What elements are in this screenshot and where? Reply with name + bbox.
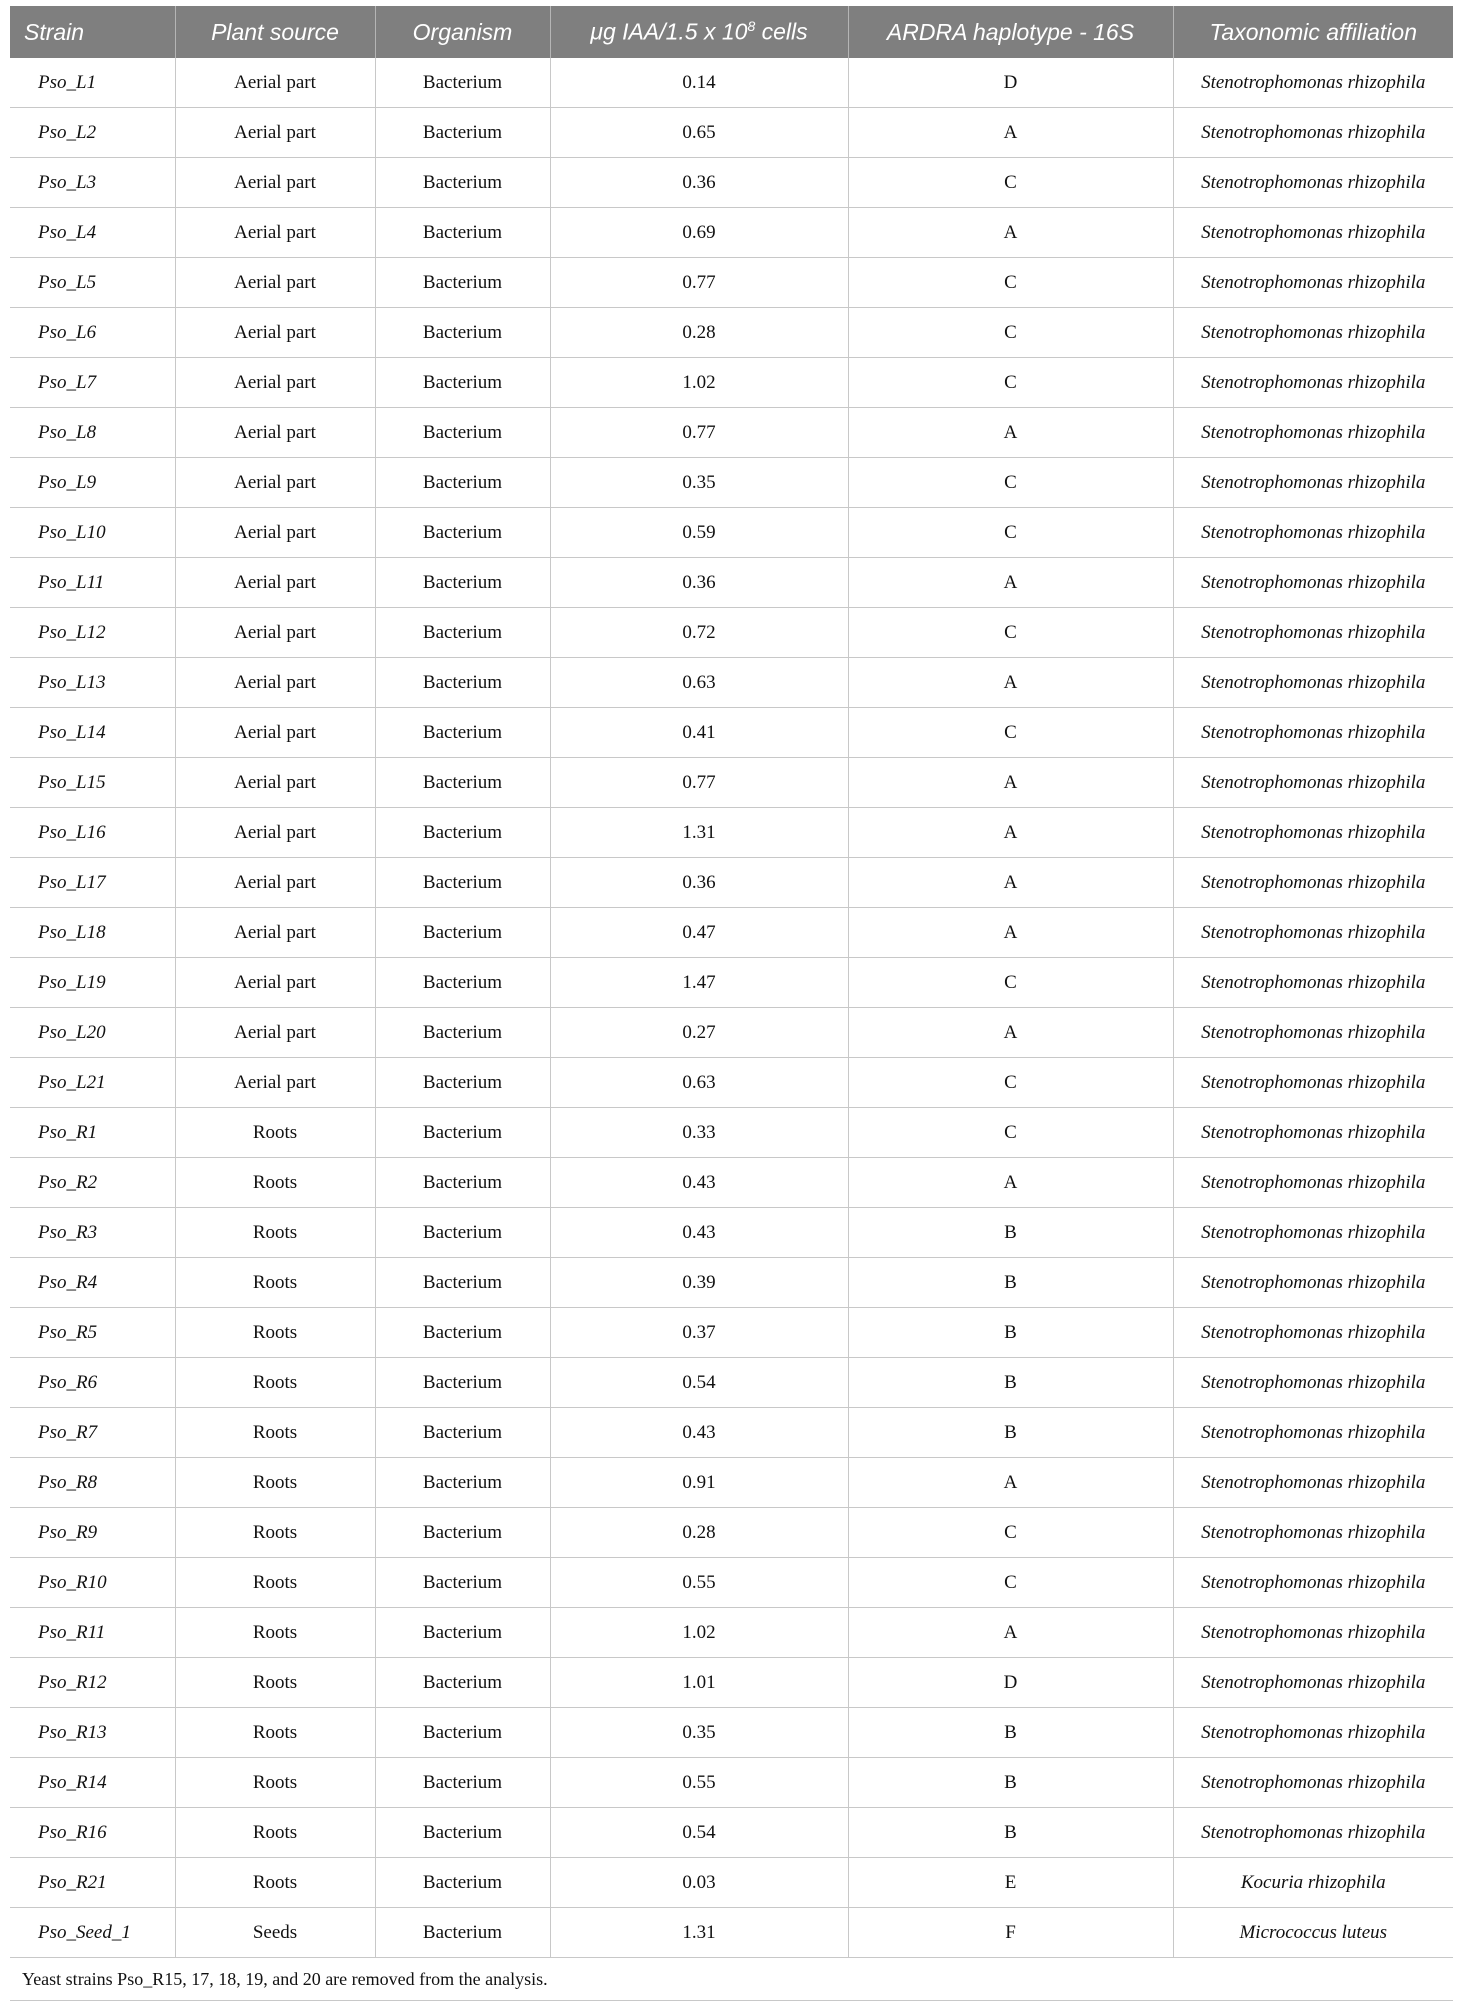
header-row: [10, 6, 1453, 58]
cell-iaa-value: 0.54: [550, 1358, 848, 1408]
cell-strain: Pso_R12: [10, 1658, 175, 1708]
cell-plant-source: Aerial part: [175, 308, 375, 358]
table-row: [10, 558, 1453, 608]
cell-ardra-haplotype: C: [848, 358, 1173, 408]
cell-ardra-haplotype: A: [848, 808, 1173, 858]
cell-plant-source: Aerial part: [175, 858, 375, 908]
cell-strain: Pso_L13: [10, 658, 175, 708]
cell-taxonomic-affiliation: Stenotrophomonas rhizophila: [1173, 108, 1453, 158]
cell-organism: Bacterium: [375, 1658, 550, 1708]
cell-iaa-value: 0.47: [550, 908, 848, 958]
cell-taxonomic-affiliation: Stenotrophomonas rhizophila: [1173, 758, 1453, 808]
cell-organism: Bacterium: [375, 1358, 550, 1408]
cell-ardra-haplotype: B: [848, 1308, 1173, 1358]
cell-organism: Bacterium: [375, 1908, 550, 1958]
cell-plant-source: Aerial part: [175, 1058, 375, 1108]
cell-ardra-haplotype: B: [848, 1758, 1173, 1808]
cell-plant-source: Aerial part: [175, 558, 375, 608]
cell-ardra-haplotype: A: [848, 658, 1173, 708]
cell-plant-source: Seeds: [175, 1908, 375, 1958]
cell-iaa-value: 0.14: [550, 58, 848, 108]
cell-iaa-value: 0.35: [550, 1708, 848, 1758]
table-row: [10, 908, 1453, 958]
cell-plant-source: Roots: [175, 1458, 375, 1508]
cell-strain: Pso_R7: [10, 1408, 175, 1458]
cell-strain: Pso_L8: [10, 408, 175, 458]
cell-taxonomic-affiliation: Stenotrophomonas rhizophila: [1173, 1758, 1453, 1808]
cell-ardra-haplotype: D: [848, 58, 1173, 108]
cell-organism: Bacterium: [375, 758, 550, 808]
cell-strain: Pso_L7: [10, 358, 175, 408]
table-row: [10, 1008, 1453, 1058]
cell-taxonomic-affiliation: Stenotrophomonas rhizophila: [1173, 58, 1453, 108]
cell-plant-source: Roots: [175, 1858, 375, 1908]
table-row: [10, 958, 1453, 1008]
cell-plant-source: Roots: [175, 1758, 375, 1808]
table-row: [10, 1708, 1453, 1758]
cell-strain: Pso_L18: [10, 908, 175, 958]
cell-strain: Pso_R2: [10, 1158, 175, 1208]
cell-taxonomic-affiliation: Stenotrophomonas rhizophila: [1173, 358, 1453, 408]
cell-strain: Pso_R16: [10, 1808, 175, 1858]
cell-organism: Bacterium: [375, 1708, 550, 1758]
cell-iaa-value: 0.28: [550, 1508, 848, 1558]
cell-ardra-haplotype: C: [848, 258, 1173, 308]
header-iaa: [550, 6, 848, 58]
header-plant-source: Plant source: [175, 6, 375, 58]
cell-organism: Bacterium: [375, 958, 550, 1008]
table-row: [10, 1508, 1453, 1558]
cell-strain: Pso_L4: [10, 208, 175, 258]
cell-taxonomic-affiliation: Stenotrophomonas rhizophila: [1173, 408, 1453, 458]
cell-plant-source: Aerial part: [175, 908, 375, 958]
cell-plant-source: Aerial part: [175, 658, 375, 708]
cell-ardra-haplotype: C: [848, 308, 1173, 358]
cell-strain: Pso_R11: [10, 1608, 175, 1658]
cell-organism: Bacterium: [375, 158, 550, 208]
cell-organism: Bacterium: [375, 358, 550, 408]
cell-iaa-value: 1.31: [550, 1908, 848, 1958]
cell-plant-source: Roots: [175, 1108, 375, 1158]
cell-iaa-value: 0.63: [550, 1058, 848, 1108]
cell-plant-source: Aerial part: [175, 708, 375, 758]
table-row: [10, 1808, 1453, 1858]
cell-iaa-value: 0.03: [550, 1858, 848, 1908]
table-row: [10, 1408, 1453, 1458]
cell-plant-source: Roots: [175, 1508, 375, 1558]
cell-organism: Bacterium: [375, 1058, 550, 1108]
cell-strain: Pso_L5: [10, 258, 175, 308]
cell-strain: Pso_R13: [10, 1708, 175, 1758]
cell-ardra-haplotype: B: [848, 1708, 1173, 1758]
cell-iaa-value: 0.39: [550, 1258, 848, 1308]
cell-organism: Bacterium: [375, 1108, 550, 1158]
cell-organism: Bacterium: [375, 508, 550, 558]
table-row: [10, 708, 1453, 758]
cell-plant-source: Roots: [175, 1308, 375, 1358]
cell-taxonomic-affiliation: Stenotrophomonas rhizophila: [1173, 1258, 1453, 1308]
cell-iaa-value: 1.02: [550, 1608, 848, 1658]
cell-taxonomic-affiliation: Stenotrophomonas rhizophila: [1173, 1058, 1453, 1108]
table-row: [10, 1158, 1453, 1208]
cell-organism: Bacterium: [375, 908, 550, 958]
table-row: [10, 608, 1453, 658]
cell-ardra-haplotype: A: [848, 1158, 1173, 1208]
table-row: [10, 1558, 1453, 1608]
table-row: [10, 1208, 1453, 1258]
cell-taxonomic-affiliation: Stenotrophomonas rhizophila: [1173, 508, 1453, 558]
cell-iaa-value: 0.33: [550, 1108, 848, 1158]
cell-iaa-value: 0.77: [550, 258, 848, 308]
cell-taxonomic-affiliation: Stenotrophomonas rhizophila: [1173, 808, 1453, 858]
cell-iaa-value: 0.54: [550, 1808, 848, 1858]
cell-iaa-value: 0.43: [550, 1208, 848, 1258]
cell-strain: Pso_R9: [10, 1508, 175, 1558]
cell-strain: Pso_R5: [10, 1308, 175, 1358]
cell-strain: Pso_L14: [10, 708, 175, 758]
cell-ardra-haplotype: A: [848, 1458, 1173, 1508]
table-row: [10, 1058, 1453, 1108]
cell-plant-source: Aerial part: [175, 358, 375, 408]
cell-organism: Bacterium: [375, 1008, 550, 1058]
table-row: [10, 1658, 1453, 1708]
cell-ardra-haplotype: C: [848, 158, 1173, 208]
cell-organism: Bacterium: [375, 458, 550, 508]
cell-plant-source: Aerial part: [175, 208, 375, 258]
cell-plant-source: Aerial part: [175, 58, 375, 108]
cell-ardra-haplotype: A: [848, 208, 1173, 258]
cell-ardra-haplotype: A: [848, 758, 1173, 808]
cell-taxonomic-affiliation: Stenotrophomonas rhizophila: [1173, 1508, 1453, 1558]
cell-iaa-value: 0.59: [550, 508, 848, 558]
table-row: [10, 58, 1453, 108]
cell-plant-source: Roots: [175, 1608, 375, 1658]
cell-strain: Pso_R4: [10, 1258, 175, 1308]
cell-organism: Bacterium: [375, 808, 550, 858]
table-row: [10, 1258, 1453, 1308]
cell-taxonomic-affiliation: Stenotrophomonas rhizophila: [1173, 458, 1453, 508]
cell-plant-source: Roots: [175, 1708, 375, 1758]
table-footnote: Yeast strains Pso_R15, 17, 18, 19, and 20 are removed from the analysis.: [10, 1958, 1453, 2001]
cell-organism: Bacterium: [375, 58, 550, 108]
cell-iaa-value: 0.37: [550, 1308, 848, 1358]
cell-organism: Bacterium: [375, 1458, 550, 1508]
cell-strain: Pso_L20: [10, 1008, 175, 1058]
cell-plant-source: Aerial part: [175, 808, 375, 858]
table-wrapper: [10, 6, 1453, 2001]
cell-organism: Bacterium: [375, 1508, 550, 1558]
cell-taxonomic-affiliation: Stenotrophomonas rhizophila: [1173, 1708, 1453, 1758]
cell-iaa-value: 0.65: [550, 108, 848, 158]
cell-iaa-value: 1.31: [550, 808, 848, 858]
cell-taxonomic-affiliation: Stenotrophomonas rhizophila: [1173, 258, 1453, 308]
cell-plant-source: Roots: [175, 1358, 375, 1408]
cell-iaa-value: 0.63: [550, 658, 848, 708]
table-row: [10, 108, 1453, 158]
cell-strain: Pso_R14: [10, 1758, 175, 1808]
cell-organism: Bacterium: [375, 1408, 550, 1458]
cell-organism: Bacterium: [375, 1158, 550, 1208]
cell-plant-source: Aerial part: [175, 108, 375, 158]
cell-iaa-value: 0.91: [550, 1458, 848, 1508]
cell-iaa-value: 0.36: [550, 858, 848, 908]
cell-organism: Bacterium: [375, 1808, 550, 1858]
cell-plant-source: Roots: [175, 1258, 375, 1308]
cell-ardra-haplotype: A: [848, 558, 1173, 608]
cell-iaa-value: 1.02: [550, 358, 848, 408]
cell-taxonomic-affiliation: Stenotrophomonas rhizophila: [1173, 1608, 1453, 1658]
table-row: [10, 1758, 1453, 1808]
footnote-row: [10, 1958, 1453, 2001]
cell-ardra-haplotype: B: [848, 1258, 1173, 1308]
cell-iaa-value: 0.43: [550, 1158, 848, 1208]
table-row: [10, 158, 1453, 208]
cell-strain: Pso_L3: [10, 158, 175, 208]
cell-ardra-haplotype: B: [848, 1358, 1173, 1408]
cell-ardra-haplotype: C: [848, 508, 1173, 558]
cell-taxonomic-affiliation: Stenotrophomonas rhizophila: [1173, 158, 1453, 208]
cell-iaa-value: 0.55: [550, 1758, 848, 1808]
cell-plant-source: Roots: [175, 1208, 375, 1258]
cell-organism: Bacterium: [375, 558, 550, 608]
table-row: [10, 1858, 1453, 1908]
cell-plant-source: Aerial part: [175, 458, 375, 508]
header-organism: Organism: [375, 6, 550, 58]
cell-plant-source: Aerial part: [175, 508, 375, 558]
cell-ardra-haplotype: C: [848, 1508, 1173, 1558]
strain-table: [10, 6, 1453, 2001]
table-row: [10, 1308, 1453, 1358]
cell-iaa-value: 0.43: [550, 1408, 848, 1458]
table-body: [10, 58, 1453, 1958]
cell-organism: Bacterium: [375, 408, 550, 458]
cell-taxonomic-affiliation: Stenotrophomonas rhizophila: [1173, 958, 1453, 1008]
cell-iaa-value: 1.47: [550, 958, 848, 1008]
cell-ardra-haplotype: E: [848, 1858, 1173, 1908]
cell-ardra-haplotype: C: [848, 708, 1173, 758]
cell-iaa-value: 0.36: [550, 558, 848, 608]
cell-taxonomic-affiliation: Stenotrophomonas rhizophila: [1173, 658, 1453, 708]
cell-organism: Bacterium: [375, 108, 550, 158]
cell-plant-source: Aerial part: [175, 608, 375, 658]
table-row: [10, 1358, 1453, 1408]
cell-strain: Pso_L15: [10, 758, 175, 808]
header-ardra: ARDRA haplotype - 16S: [848, 6, 1173, 58]
header-iaa-text: μg IAA/1.5 x 10: [590, 18, 748, 45]
cell-taxonomic-affiliation: Stenotrophomonas rhizophila: [1173, 308, 1453, 358]
cell-plant-source: Aerial part: [175, 158, 375, 208]
cell-iaa-value: 0.77: [550, 408, 848, 458]
cell-plant-source: Aerial part: [175, 1008, 375, 1058]
cell-ardra-haplotype: A: [848, 1608, 1173, 1658]
cell-ardra-haplotype: B: [848, 1408, 1173, 1458]
cell-organism: Bacterium: [375, 1758, 550, 1808]
cell-plant-source: Roots: [175, 1658, 375, 1708]
cell-organism: Bacterium: [375, 258, 550, 308]
cell-organism: Bacterium: [375, 708, 550, 758]
cell-iaa-value: 0.72: [550, 608, 848, 658]
cell-strain: Pso_R3: [10, 1208, 175, 1258]
cell-strain: Pso_R1: [10, 1108, 175, 1158]
table-row: [10, 1458, 1453, 1508]
cell-iaa-value: 0.36: [550, 158, 848, 208]
cell-taxonomic-affiliation: Stenotrophomonas rhizophila: [1173, 1358, 1453, 1408]
cell-iaa-value: 0.55: [550, 1558, 848, 1608]
cell-organism: Bacterium: [375, 308, 550, 358]
cell-strain: Pso_L21: [10, 1058, 175, 1108]
cell-taxonomic-affiliation: Stenotrophomonas rhizophila: [1173, 1808, 1453, 1858]
cell-ardra-haplotype: A: [848, 408, 1173, 458]
table-row: [10, 658, 1453, 708]
cell-ardra-haplotype: A: [848, 108, 1173, 158]
table-row: [10, 408, 1453, 458]
cell-ardra-haplotype: C: [848, 458, 1173, 508]
cell-taxonomic-affiliation: Stenotrophomonas rhizophila: [1173, 1158, 1453, 1208]
cell-plant-source: Aerial part: [175, 758, 375, 808]
cell-iaa-value: 0.69: [550, 208, 848, 258]
header-iaa-suffix: cells: [755, 18, 808, 45]
cell-taxonomic-affiliation: Stenotrophomonas rhizophila: [1173, 1308, 1453, 1358]
cell-plant-source: Aerial part: [175, 258, 375, 308]
cell-ardra-haplotype: C: [848, 608, 1173, 658]
cell-strain: Pso_L1: [10, 58, 175, 108]
cell-plant-source: Roots: [175, 1808, 375, 1858]
cell-strain: Pso_R10: [10, 1558, 175, 1608]
cell-taxonomic-affiliation: Stenotrophomonas rhizophila: [1173, 608, 1453, 658]
table-row: [10, 1908, 1453, 1958]
cell-organism: Bacterium: [375, 1308, 550, 1358]
cell-strain: Pso_L9: [10, 458, 175, 508]
table-row: [10, 858, 1453, 908]
table-row: [10, 508, 1453, 558]
cell-iaa-value: 0.28: [550, 308, 848, 358]
cell-taxonomic-affiliation: Stenotrophomonas rhizophila: [1173, 858, 1453, 908]
cell-iaa-value: 1.01: [550, 1658, 848, 1708]
cell-strain: Pso_R8: [10, 1458, 175, 1508]
cell-organism: Bacterium: [375, 1858, 550, 1908]
cell-taxonomic-affiliation: Stenotrophomonas rhizophila: [1173, 1408, 1453, 1458]
cell-strain: Pso_L12: [10, 608, 175, 658]
cell-ardra-haplotype: B: [848, 1808, 1173, 1858]
cell-strain: Pso_R21: [10, 1858, 175, 1908]
cell-taxonomic-affiliation: Stenotrophomonas rhizophila: [1173, 558, 1453, 608]
table-row: [10, 458, 1453, 508]
cell-iaa-value: 0.35: [550, 458, 848, 508]
cell-taxonomic-affiliation: Stenotrophomonas rhizophila: [1173, 908, 1453, 958]
cell-organism: Bacterium: [375, 858, 550, 908]
cell-ardra-haplotype: B: [848, 1208, 1173, 1258]
header-strain: Strain: [10, 6, 175, 58]
table-row: [10, 358, 1453, 408]
cell-taxonomic-affiliation: Stenotrophomonas rhizophila: [1173, 1008, 1453, 1058]
cell-ardra-haplotype: C: [848, 1108, 1173, 1158]
cell-ardra-haplotype: C: [848, 1558, 1173, 1608]
cell-strain: Pso_L11: [10, 558, 175, 608]
cell-plant-source: Roots: [175, 1158, 375, 1208]
cell-taxonomic-affiliation: Stenotrophomonas rhizophila: [1173, 1658, 1453, 1708]
cell-taxonomic-affiliation: Stenotrophomonas rhizophila: [1173, 1208, 1453, 1258]
cell-ardra-haplotype: C: [848, 958, 1173, 1008]
cell-ardra-haplotype: C: [848, 1058, 1173, 1108]
table-row: [10, 808, 1453, 858]
cell-strain: Pso_R6: [10, 1358, 175, 1408]
cell-taxonomic-affiliation: Kocuria rhizophila: [1173, 1858, 1453, 1908]
table-row: [10, 258, 1453, 308]
cell-ardra-haplotype: A: [848, 1008, 1173, 1058]
cell-organism: Bacterium: [375, 208, 550, 258]
cell-plant-source: Roots: [175, 1558, 375, 1608]
header-taxonomy: Taxonomic affiliation: [1173, 6, 1453, 58]
cell-organism: Bacterium: [375, 608, 550, 658]
cell-strain: Pso_L6: [10, 308, 175, 358]
cell-ardra-haplotype: D: [848, 1658, 1173, 1708]
cell-plant-source: Aerial part: [175, 408, 375, 458]
cell-taxonomic-affiliation: Stenotrophomonas rhizophila: [1173, 1558, 1453, 1608]
table-row: [10, 758, 1453, 808]
cell-ardra-haplotype: A: [848, 908, 1173, 958]
cell-plant-source: Roots: [175, 1408, 375, 1458]
cell-iaa-value: 0.77: [550, 758, 848, 808]
cell-taxonomic-affiliation: Stenotrophomonas rhizophila: [1173, 208, 1453, 258]
cell-organism: Bacterium: [375, 1608, 550, 1658]
table-row: [10, 1108, 1453, 1158]
header-iaa-exponent: 8: [747, 18, 756, 35]
cell-organism: Bacterium: [375, 1558, 550, 1608]
cell-taxonomic-affiliation: Micrococcus luteus: [1173, 1908, 1453, 1958]
cell-plant-source: Aerial part: [175, 958, 375, 1008]
cell-strain: Pso_Seed_1: [10, 1908, 175, 1958]
cell-iaa-value: 0.27: [550, 1008, 848, 1058]
cell-strain: Pso_L17: [10, 858, 175, 908]
cell-iaa-value: 0.41: [550, 708, 848, 758]
table-row: [10, 1608, 1453, 1658]
cell-ardra-haplotype: A: [848, 858, 1173, 908]
cell-organism: Bacterium: [375, 658, 550, 708]
cell-organism: Bacterium: [375, 1258, 550, 1308]
cell-strain: Pso_L16: [10, 808, 175, 858]
cell-taxonomic-affiliation: Stenotrophomonas rhizophila: [1173, 1458, 1453, 1508]
cell-taxonomic-affiliation: Stenotrophomonas rhizophila: [1173, 1108, 1453, 1158]
cell-organism: Bacterium: [375, 1208, 550, 1258]
cell-strain: Pso_L19: [10, 958, 175, 1008]
cell-strain: Pso_L10: [10, 508, 175, 558]
cell-strain: Pso_L2: [10, 108, 175, 158]
table-row: [10, 208, 1453, 258]
cell-taxonomic-affiliation: Stenotrophomonas rhizophila: [1173, 708, 1453, 758]
table-row: [10, 308, 1453, 358]
cell-ardra-haplotype: F: [848, 1908, 1173, 1958]
